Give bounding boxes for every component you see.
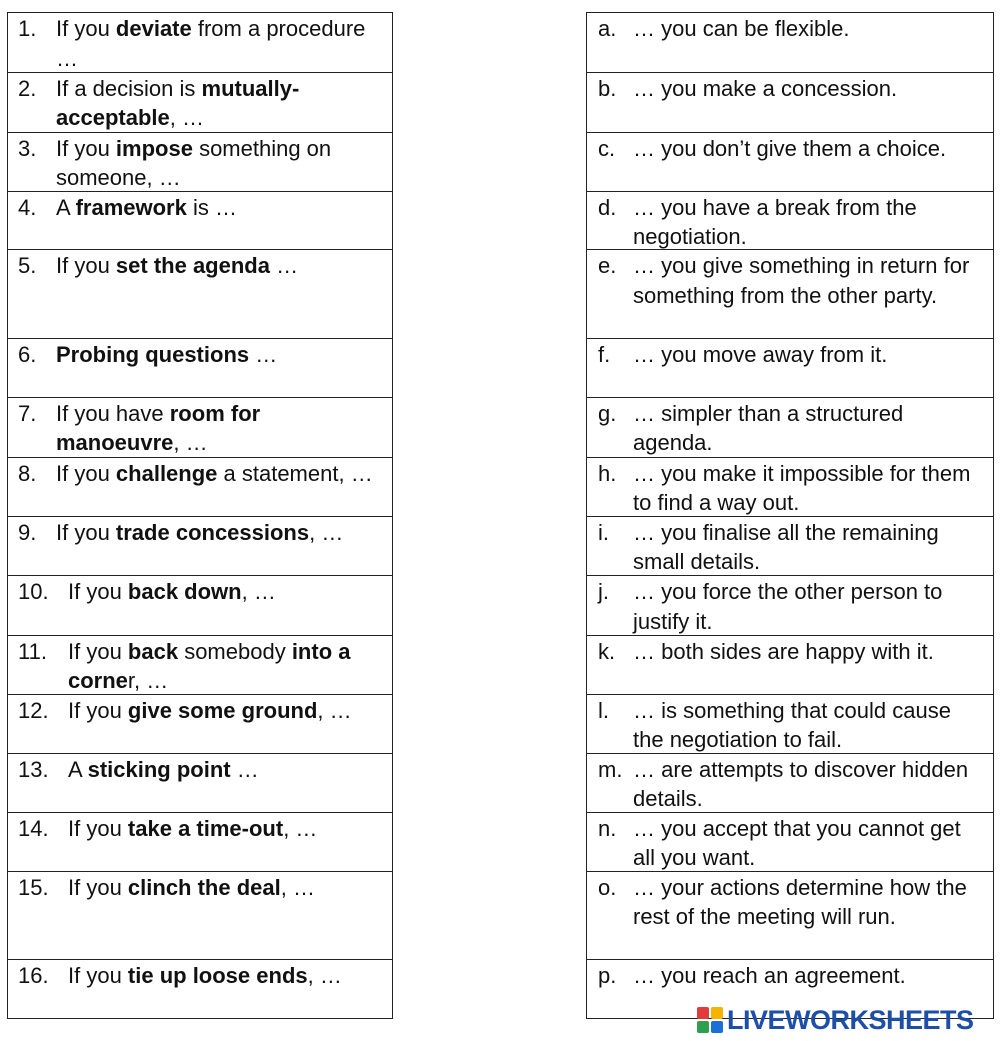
key-term: into a corne (68, 638, 351, 693)
right-row-d (587, 191, 993, 250)
definition-text: … simpler than a structured agenda. (633, 400, 904, 455)
item-text-part: … (269, 253, 299, 278)
left-row-16 (8, 959, 392, 1018)
item-text-part: , … (241, 579, 276, 604)
left-row-5 (8, 249, 392, 338)
item-text (56, 251, 386, 281)
item-text (56, 459, 386, 489)
definition-text: … you finalise all the remaining small details. (633, 519, 939, 574)
item-letter: l. (598, 697, 609, 723)
item-text-part: a statement, … (217, 460, 373, 486)
item-text-part: , … (173, 430, 208, 455)
item-text-part: is … (186, 194, 237, 220)
item-number: 14. (18, 815, 49, 841)
item-letter: d. (598, 194, 617, 220)
item-text-part: If you (68, 579, 128, 604)
logo-square-1 (697, 1007, 709, 1019)
left-row-13 (8, 753, 392, 812)
item-number: 8. (18, 460, 37, 486)
item-number: 10. (18, 579, 49, 604)
item-text (56, 518, 386, 548)
item-text (68, 637, 386, 694)
item-number: 12. (18, 697, 49, 723)
key-term: back down (127, 579, 242, 604)
right-row-a (587, 12, 993, 72)
item-text (56, 14, 386, 72)
left-row-6 (8, 338, 392, 397)
item-number: 6. (18, 341, 37, 367)
liveworksheets-logo-icon (697, 1007, 723, 1033)
left-row-4 (8, 191, 392, 250)
item-text-part: … (230, 756, 259, 782)
item-letter: m. (598, 756, 623, 782)
item-letter: b. (598, 75, 617, 101)
item-text (68, 696, 386, 726)
item-text (56, 340, 386, 370)
definition-text: … your actions determine how the rest of the meeting will run. (633, 874, 967, 929)
key-term: framework (75, 194, 187, 220)
item-text-part: , … (169, 105, 204, 130)
right-row-e (587, 249, 993, 338)
item-text-part: If you (56, 16, 116, 41)
left-row-8 (8, 457, 392, 516)
key-term: take a time-out (127, 815, 284, 841)
item-letter: k. (598, 638, 616, 664)
item-text (68, 873, 386, 903)
right-row-g (587, 397, 993, 457)
item-letter: e. (598, 253, 617, 278)
item-text-part: , … (283, 815, 318, 841)
right-column-table (586, 12, 994, 1019)
item-letter: c. (598, 135, 616, 161)
key-term: Probing questions (56, 341, 250, 367)
left-row-2 (8, 72, 392, 132)
right-row-k (587, 635, 993, 694)
definition-text: … you force the other person to justify it. (633, 579, 943, 634)
definition-text: … you move away from it. (633, 341, 888, 367)
item-number: 5. (18, 253, 37, 278)
item-letter: n. (598, 815, 617, 841)
right-row-n (587, 812, 993, 871)
item-text (68, 755, 386, 785)
definition-text: … you have a break from the negotiation. (633, 194, 917, 249)
definition-text: … you make it impossible for them to find a way out. (633, 460, 971, 515)
definition-text: … are attempts to discover hidden details. (633, 756, 969, 811)
item-text (56, 399, 386, 457)
left-row-11 (8, 635, 392, 694)
item-number: 15. (18, 874, 49, 900)
key-term: back (127, 638, 179, 664)
item-text-part: If you (68, 815, 128, 841)
left-row-12 (8, 694, 392, 753)
item-letter: o. (598, 874, 617, 900)
item-text (56, 193, 386, 223)
item-letter: i. (598, 519, 609, 545)
left-row-7 (8, 397, 392, 457)
item-text (56, 134, 386, 191)
item-text-part: , … (307, 963, 342, 988)
item-text-part: , … (309, 519, 344, 545)
item-text (68, 577, 386, 607)
left-row-10 (8, 575, 392, 635)
key-term: room for manoeuvre (56, 400, 261, 455)
left-row-1 (8, 12, 392, 72)
item-text-part: , … (317, 697, 352, 723)
item-text-part: … (249, 341, 278, 367)
key-term: mutually-acceptable (56, 75, 300, 130)
key-term: deviate (115, 16, 192, 41)
left-row-9 (8, 516, 392, 576)
definition-text: … you reach an agreement. (633, 963, 906, 988)
item-text (68, 814, 386, 844)
brand-text: LIVEWORKSHEETS (727, 1004, 974, 1035)
key-term: impose (115, 135, 193, 161)
left-row-14 (8, 812, 392, 871)
item-text-part: If you (56, 253, 116, 278)
key-term: tie up loose ends (127, 963, 308, 988)
item-text (56, 74, 386, 132)
logo-square-2 (711, 1007, 723, 1019)
item-text-part: something on someone, … (56, 135, 332, 190)
definition-text: … you don’t give them a choice. (633, 135, 947, 161)
item-text-part: If a decision is (56, 75, 202, 101)
right-row-l (587, 694, 993, 753)
item-number: 9. (18, 519, 37, 545)
item-text-part: If you (56, 519, 116, 545)
item-text-part: If you have (56, 400, 170, 426)
item-text-part: A (68, 756, 88, 782)
right-row-o (587, 871, 993, 960)
item-number: 4. (18, 194, 37, 220)
left-column-table (7, 12, 393, 1019)
item-letter: g. (598, 400, 617, 426)
key-term: sticking point (87, 756, 231, 782)
item-text-part: , … (280, 874, 315, 900)
item-letter: a. (598, 16, 617, 41)
item-text (68, 961, 386, 991)
item-text-part: If you (56, 460, 116, 486)
key-term: trade concessions (115, 519, 310, 545)
item-text-part: If you (68, 963, 128, 988)
item-text-part: If you (56, 135, 116, 161)
item-text-part: If you (68, 697, 128, 723)
key-term: challenge (115, 460, 218, 486)
item-text-part: If you (68, 638, 128, 664)
logo-square-3 (697, 1021, 709, 1033)
item-number: 11. (18, 638, 47, 664)
definition-text: … you make a concession. (633, 75, 898, 101)
liveworksheets-brand (697, 1005, 974, 1035)
key-term: set the agenda (115, 253, 270, 278)
item-text-part: A (56, 194, 76, 220)
item-text-part: somebody (178, 638, 292, 664)
right-row-j (587, 575, 993, 635)
right-row-h (587, 457, 993, 516)
right-row-i (587, 516, 993, 576)
definition-text: … you give something in return for something from the other party. (633, 253, 970, 308)
item-text-part: r, … (127, 668, 169, 693)
right-row-c (587, 132, 993, 191)
right-row-f (587, 338, 993, 397)
item-number: 7. (18, 400, 37, 426)
item-letter: j. (598, 579, 609, 604)
item-number: 2. (18, 75, 37, 101)
item-text-part: If you (68, 874, 128, 900)
definition-text: … is something that could cause the negotiation to fail. (633, 697, 951, 752)
right-row-b (587, 72, 993, 132)
logo-square-4 (711, 1021, 723, 1033)
left-row-3 (8, 132, 392, 191)
item-letter: p. (598, 963, 617, 988)
item-number: 3. (18, 135, 37, 161)
key-term: clinch the deal (127, 874, 281, 900)
definition-text: … both sides are happy with it. (633, 638, 934, 664)
key-term: give some ground (127, 697, 318, 723)
item-number: 16. (18, 963, 49, 988)
item-number: 13. (18, 756, 49, 782)
definition-text: … you accept that you cannot get all you want. (633, 815, 961, 870)
definition-text: … you can be flexible. (633, 16, 850, 41)
item-number: 1. (18, 16, 37, 41)
item-text-part: from a procedure … (56, 16, 366, 71)
right-row-m (587, 753, 993, 812)
item-letter: h. (598, 460, 617, 486)
item-letter: f. (598, 341, 611, 367)
left-row-15 (8, 871, 392, 960)
